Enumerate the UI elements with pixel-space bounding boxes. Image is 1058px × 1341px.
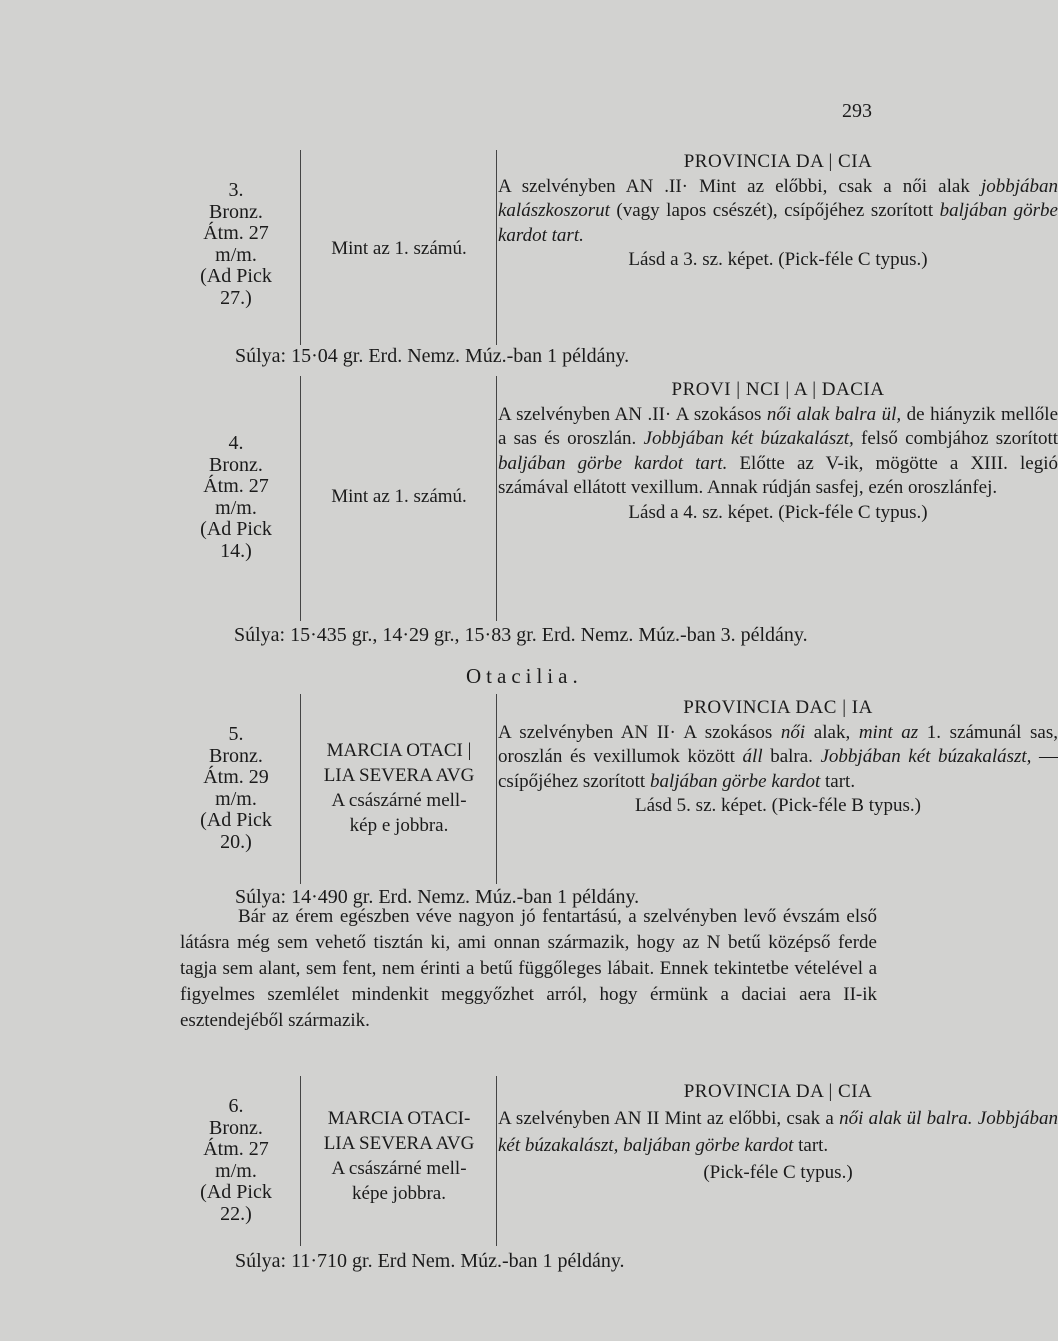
weight-line: Súlya: 15·435 gr., 14·29 gr., 15·83 gr. Erd. Nemz. Múz.-ban 3. példány.	[234, 624, 808, 646]
figure-reference: Lásd 5. sz. képet. (Pick-féle B typus.)	[635, 795, 921, 816]
weight-line: Súlya: 11·710 gr. Erd Nem. Múz.-ban 1 példány.	[235, 1250, 625, 1272]
obverse-description: MARCIA OTACI- LIA SEVERA AVG A császárné mell- képe jobbra.	[323, 1108, 475, 1204]
obverse-description: Mint az 1. számú.	[331, 238, 467, 259]
entry-catalog-info: 3. Bronz. Átm. 27 m/m. (Ad Pick 27.)	[200, 179, 272, 309]
reverse-description: PROVINCIA DAC | IA A szelvényben AN II· A szokásos női alak, mint az 1. számunál sas, oroszlán és vexillumok között áll balra. Jobbjában két búzakalászt, — csípőjéhez szorított baljában görbe kardot tart. Lásd 5. sz. képet. (Pick-féle B typus.)	[498, 696, 1058, 819]
reverse-legend: PROVI | NCI | A | DACIA	[671, 379, 885, 400]
entry-catalog-info: 5. Bronz. Átm. 29 m/m. (Ad Pick 20.)	[200, 723, 272, 853]
column-divider	[496, 376, 497, 621]
section-title: Otacilia.	[466, 664, 583, 688]
reverse-legend: PROVINCIA DA | CIA	[683, 151, 873, 172]
reverse-description: PROVI | NCI | A | DACIA A szelvényben AN .II· A szokásos női alak balra ül, de hiányzik mellőle a sas és oroszlán. Jobbjában két búzakalászt, felső combjához szorított baljában görbe kardot tart. Előtte az V-ik, mögötte a XIII. legió számával ellátott vexillum. Annak rúdján sasfej, ezén oroszlánfej. Lásd a 4. sz. képet. (Pick-féle C typus.)	[498, 378, 1058, 525]
obverse-description: Mint az 1. számú.	[331, 486, 467, 507]
figure-reference: Lásd a 4. sz. képet. (Pick-féle C typus.)	[628, 501, 928, 523]
obverse-description: MARCIA OTACI | LIA SEVERA AVG A császárné mell- kép e jobbra.	[323, 740, 475, 836]
column-divider	[300, 1076, 301, 1246]
entry-catalog-info: 6. Bronz. Átm. 27 m/m. (Ad Pick 22.)	[200, 1095, 272, 1225]
column-divider	[300, 376, 301, 621]
column-divider	[300, 150, 301, 345]
column-divider	[496, 150, 497, 345]
reverse-description: PROVINCIA DA | CIA A szelvényben AN II Mint az előbbi, csak a női alak ül balra. Jobbjában két búzakalászt, baljában görbe kardot tart. (Pick-féle C typus.)	[498, 1078, 1058, 1186]
page-number: 293	[842, 100, 872, 122]
figure-reference: Lásd a 3. sz. képet. (Pick-féle C typus.)	[628, 249, 928, 270]
column-divider	[496, 694, 497, 884]
figure-reference: (Pick-féle C typus.)	[703, 1162, 853, 1183]
column-divider	[496, 1076, 497, 1246]
reverse-legend: PROVINCIA DAC | IA	[683, 697, 873, 718]
weight-line: Súlya: 14·490 gr. Erd. Nemz. Múz.-ban 1 példány.	[235, 886, 640, 908]
entry-catalog-info: 4. Bronz. Átm. 27 m/m. (Ad Pick 14.)	[200, 432, 272, 562]
commentary-paragraph: Bár az érem egészben véve nagyon jó fentartású, a szelvényben levő évszám első látásra még sem vehető tisztán ki, ami onnan származik, hogy az N betű középső ferde tagja sem alant, sem fent, nem érinti a betű függőleges lábait. Ennek tekintetbe vételével a figyelmes szemlélet mindenkit meggyőzhet arról, hogy érmünk a daciai aera II-ik esztendejéből származik.	[180, 906, 877, 1031]
weight-line: Súlya: 15·04 gr. Erd. Nemz. Múz.-ban 1 példány.	[235, 345, 630, 367]
reverse-legend: PROVINCIA DA | CIA	[683, 1081, 873, 1102]
column-divider	[300, 694, 301, 884]
reverse-description: PROVINCIA DA | CIA A szelvényben AN .II· Mint az előbbi, csak a női alak jobbjában kalászkoszorut (vagy lapos csészét), csípőjéhez szorított baljában görbe kardot tart. Lásd a 3. sz. képet. (Pick-féle C typus.)	[498, 150, 1058, 273]
